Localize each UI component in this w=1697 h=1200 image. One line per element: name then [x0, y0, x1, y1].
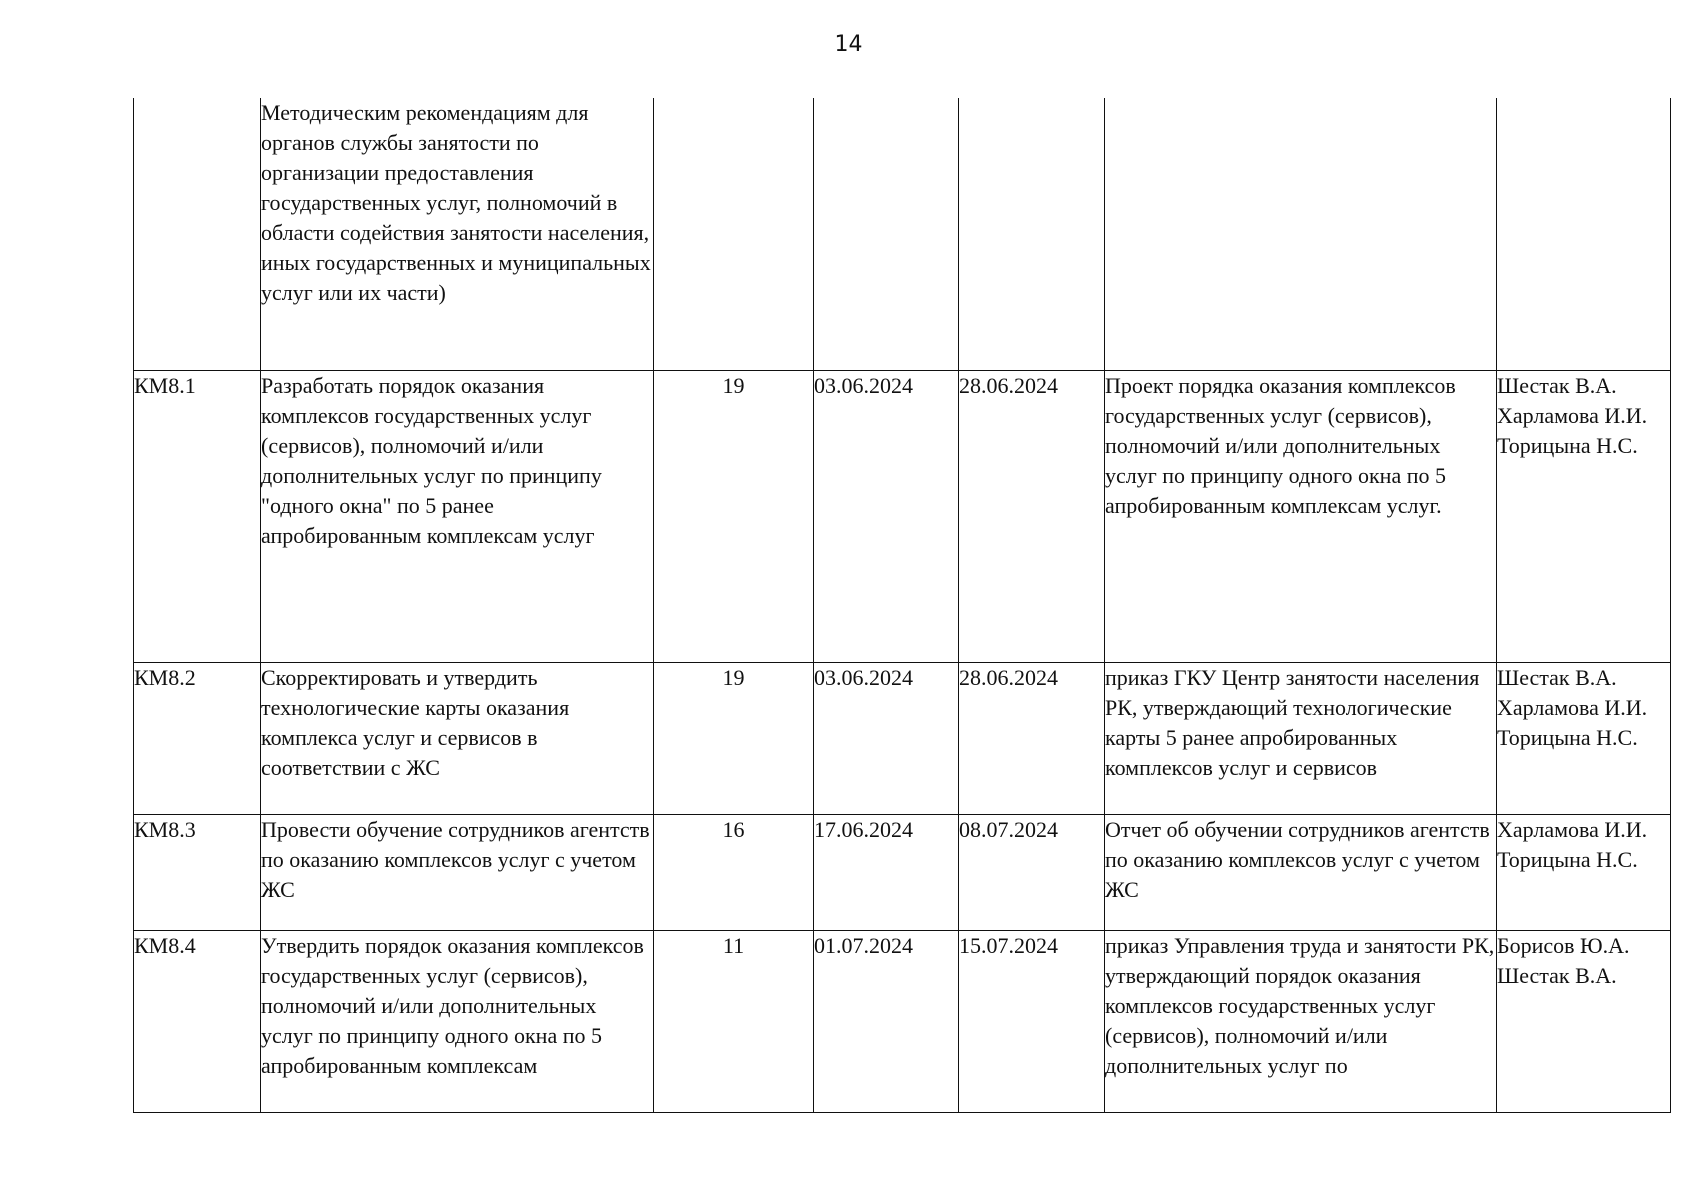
cell-code: КМ8.3 [134, 814, 261, 930]
cell-code [134, 98, 261, 370]
cell-end-date [959, 98, 1105, 370]
cell-code: КМ8.4 [134, 930, 261, 1112]
cell-start-date [814, 98, 959, 370]
cell-task: Скорректировать и утвердить технологические карты оказания комплекса услуг и сервисов в соответствии с ЖС [261, 662, 654, 814]
cell-start-date: 03.06.2024 [814, 662, 959, 814]
cell-responsible: Шестак В.А. Харламова И.И. Торицына Н.С. [1497, 662, 1671, 814]
cell-result: Отчет об обучении сотрудников агентств по оказанию комплексов услуг с учетом ЖС [1105, 814, 1497, 930]
table-row-continuation [134, 98, 1671, 370]
cell-task: Методическим рекомендациям для органов службы занятости по организации предоставления государственных услуг, полномочий в области содействия занятости населения, иных государственных и муниципальных услуг или их части) [261, 98, 654, 370]
cell-result: приказ Управления труда и занятости РК, утверждающий порядок оказания комплексов государственных услуг (сервисов), полномочий и/или дополнительных услуг по [1105, 930, 1497, 1112]
activity-plan-table [133, 98, 1671, 1113]
cell-duration: 19 [654, 370, 814, 662]
cell-start-date: 17.06.2024 [814, 814, 959, 930]
cell-code: КМ8.2 [134, 662, 261, 814]
cell-task: Провести обучение сотрудников агентств по оказанию комплексов услуг с учетом ЖС [261, 814, 654, 930]
table-row [134, 370, 1671, 662]
cell-result: Проект порядка оказания комплексов государственных услуг (сервисов), полномочий и/или дополнительных услуг по принципу одного окна по 5 апробированным комплексам услуг. [1105, 370, 1497, 662]
cell-result: приказ ГКУ Центр занятости населения РК, утверждающий технологические карты 5 ранее апробированных комплексов услуг и сервисов [1105, 662, 1497, 814]
cell-end-date: 28.06.2024 [959, 370, 1105, 662]
page-number: 14 [834, 32, 863, 57]
cell-responsible [1497, 98, 1671, 370]
cell-responsible: Борисов Ю.А. Шестак В.А. [1497, 930, 1671, 1112]
cell-responsible: Шестак В.А. Харламова И.И. Торицына Н.С. [1497, 370, 1671, 662]
cell-duration: 11 [654, 930, 814, 1112]
cell-code: КМ8.1 [134, 370, 261, 662]
cell-end-date: 28.06.2024 [959, 662, 1105, 814]
cell-task: Разработать порядок оказания комплексов государственных услуг (сервисов), полномочий и/или дополнительных услуг по принципу "одного окна" по 5 ранее апробированным комплексам услуг [261, 370, 654, 662]
table-row [134, 930, 1671, 1112]
cell-responsible: Харламова И.И. Торицына Н.С. [1497, 814, 1671, 930]
cell-start-date: 01.07.2024 [814, 930, 959, 1112]
cell-end-date: 08.07.2024 [959, 814, 1105, 930]
table-row [134, 814, 1671, 930]
cell-result [1105, 98, 1497, 370]
table-row [134, 662, 1671, 814]
cell-start-date: 03.06.2024 [814, 370, 959, 662]
cell-end-date: 15.07.2024 [959, 930, 1105, 1112]
cell-duration [654, 98, 814, 370]
cell-duration: 16 [654, 814, 814, 930]
cell-task: Утвердить порядок оказания комплексов государственных услуг (сервисов), полномочий и/или дополнительных услуг по принципу одного окна по 5 апробированным комплексам [261, 930, 654, 1112]
cell-duration: 19 [654, 662, 814, 814]
